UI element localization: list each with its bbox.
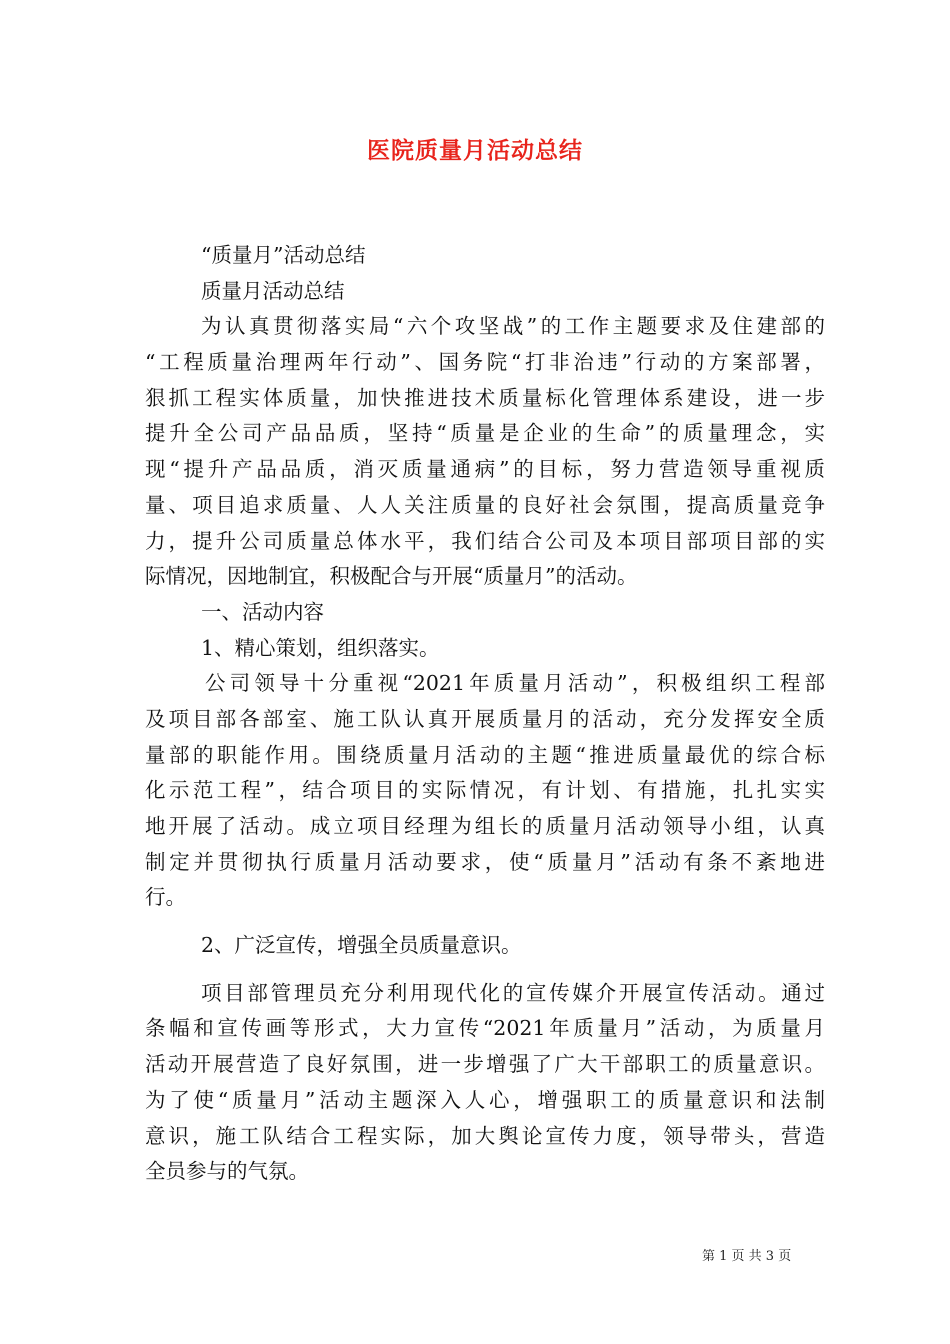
paragraph-line: 意识，施工队结合工程实际，加大舆论宣传力度，领导带头，营造 — [145, 1123, 825, 1148]
paragraph-line: 条幅和宣传画等形式，大力宣传“2021年质量月”活动，为质量月 — [145, 1016, 825, 1041]
page-number: 第 1 页 共 3 页 — [702, 1249, 792, 1264]
paragraph-line: 地开展了活动。成立项目经理为组长的质量月活动领导小组，认真 — [145, 814, 825, 838]
paragraph-line: 量部的职能作用。围绕质量月活动的主题“推进质量最优的综合标 — [145, 742, 825, 767]
paragraph-line: 狠抓工程实体质量，加快推进技术质量标化管理体系建设，进一步 — [145, 385, 825, 410]
paragraph-line: 化示范工程”，结合项目的实际情况，有计划、有措施，扎扎实实 — [145, 778, 825, 803]
document-body — [145, 238, 825, 1190]
paragraph-line: 际情况，因地制宜，积极配合与开展“质量月”的活动。 — [145, 564, 638, 589]
paragraph-line: 力，提升公司质量总体水平，我们结合公司及本项目部项目部的实 — [145, 528, 825, 553]
section-heading: 一、活动内容 — [201, 599, 324, 624]
subsection-heading: 1、精心策划，组织落实。 — [201, 635, 440, 660]
paragraph-line: 全员参与的气氛。 — [145, 1159, 309, 1184]
paragraph-line: 现“提升产品品质，消灭质量通病”的目标，努力营造领导重视质 — [145, 457, 825, 482]
paragraph-line: 为了使“质量月”活动主题深入人心，增强职工的质量意识和法制 — [145, 1087, 825, 1112]
paragraph-line: 行。 — [145, 885, 186, 910]
paragraph-line: 活动开展营造了良好氛围，进一步增强了广大干部职工的质量意识。 — [145, 1052, 825, 1077]
paragraph-line: 制定并贯彻执行质量月活动要求，使“质量月”活动有条不紊地进 — [145, 849, 825, 874]
paragraph-line: 量、项目追求质量、人人关注质量的良好社会氛围，提高质量竞争 — [145, 492, 825, 517]
paragraph-line: “工程质量治理两年行动”、国务院“打非治违”行动的方案部署， — [145, 350, 825, 375]
subtitle-line: “质量月”活动总结 — [201, 243, 366, 267]
paragraph-line: 项目部管理员充分利用现代化的宣传媒介开展宣传活动。通过 — [201, 980, 825, 1005]
paragraph-line: 公司领导十分重视“2021年质量月活动”，积极组织工程部 — [205, 671, 825, 696]
subtitle-line: 质量月活动总结 — [201, 278, 345, 303]
subsection-heading: 2、广泛宣传，增强全员质量意识。 — [201, 933, 522, 958]
paragraph-line: 及项目部各部室、施工队认真开展质量月的活动，充分发挥安全质 — [145, 706, 825, 731]
paragraph-line: 提升全公司产品品质，坚持“质量是企业的生命”的质量理念，实 — [145, 421, 825, 446]
document-title: 医院质量月活动总结 — [367, 137, 583, 164]
paragraph-line: 为认真贯彻落实局“六个攻坚战”的工作主题要求及住建部的 — [201, 314, 825, 339]
